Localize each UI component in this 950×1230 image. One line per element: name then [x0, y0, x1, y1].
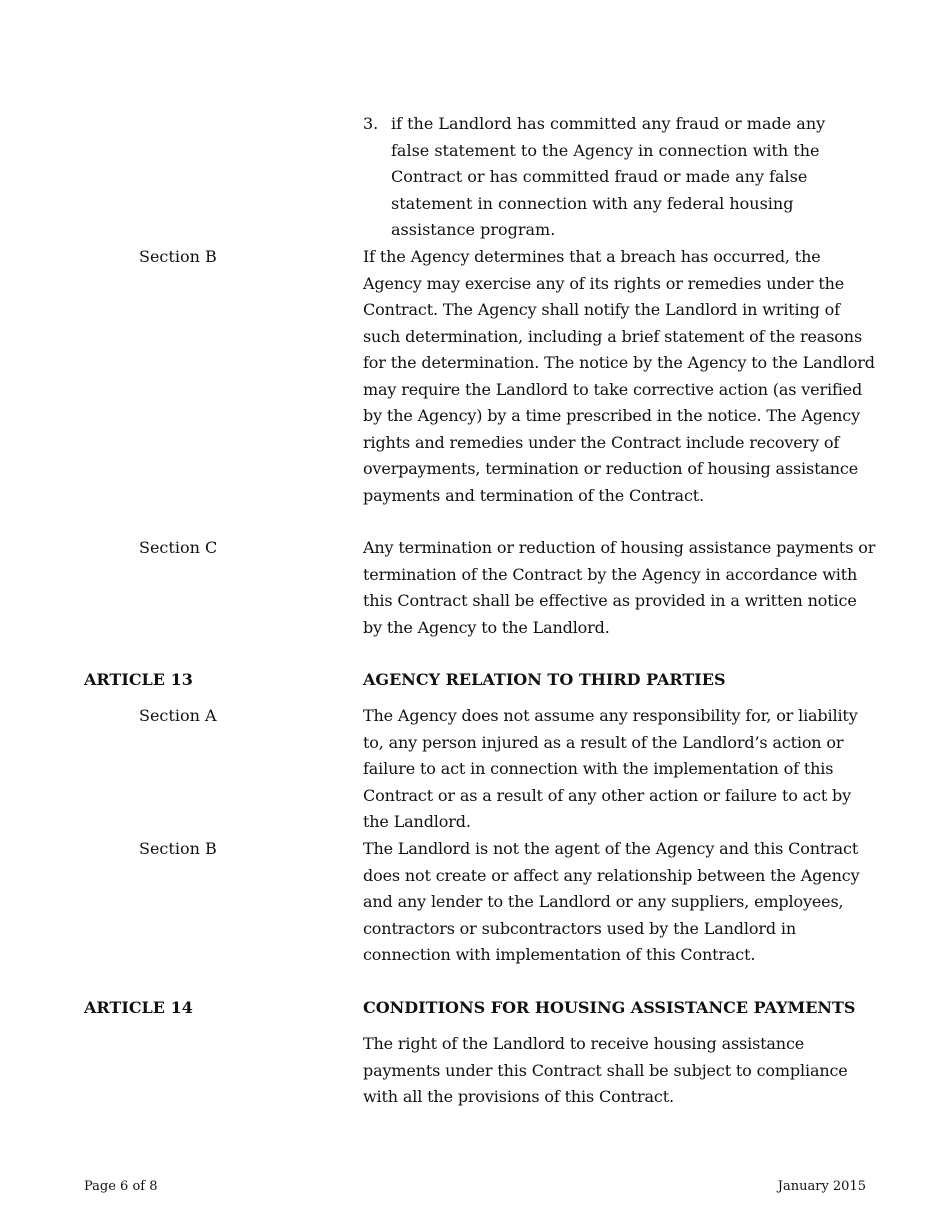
list-item-number: 3.: [363, 114, 379, 133]
article13-label: ARTICLE 13: [84, 670, 193, 689]
article13-section-a-text: The Agency does not assume any responsibility for, or liability to, any person injured as a result of the Landlord’s action or failure to act in connection with the implementation of this Contract or as a result of any other action or failure to act by the Landlord.: [363, 706, 858, 831]
article14-text: The right of the Landlord to receive housing assistance payments under this Contract shall be subject to compliance with all the provisions of this Contract.: [363, 1034, 848, 1106]
article12-section-c-text: Any termination or reduction of housing assistance payments or termination of the Contract by the Agency in accordance with this Contract shall be effective as provided in a written notice by the Agency to the Landlord.: [363, 538, 876, 637]
footer-date: January 2015: [777, 1179, 866, 1194]
footer-page-number: Page 6 of 8: [84, 1179, 158, 1194]
article13-section-a-label: Section A: [139, 706, 217, 725]
article13-heading: AGENCY RELATION TO THIRD PARTIES: [363, 670, 726, 689]
article13-section-b-label: Section B: [139, 839, 217, 858]
article12-section-b-text: If the Agency determines that a breach has occurred, the Agency may exercise any of its rights or remedies under the Contract. The Agency shall notify the Landlord in writing of such determination, including a brief statement of the reasons for the determination. The notice by the Agency to the Landlord may require the Landlord to take corrective action (as verified by the Agency) by a time prescribed in the notice. The Agency rights and remedies under the Contract include recovery of overpayments, termination or reduction of housing assistance payments and termination of the Contract.: [363, 247, 875, 505]
article14-heading: CONDITIONS FOR HOUSING ASSISTANCE PAYMENTS: [363, 998, 856, 1017]
article12-section-c-label: Section C: [139, 538, 218, 557]
article14-label: ARTICLE 14: [84, 998, 193, 1017]
article12-section-b-label: Section B: [139, 247, 217, 266]
list-item-text: if the Landlord has committed any fraud or made any false statement to the Agency in connection with the Contract or has committed fraud or made any false statement in connection with any federal housing assistance program.: [391, 114, 826, 239]
article13-section-b-text: The Landlord is not the agent of the Agency and this Contract does not create or affect any relationship between the Agency and any lender to the Landlord or any suppliers, employees, contractors or subcontractors used by the Landlord in connection with implementation of this Contract.: [363, 839, 860, 964]
